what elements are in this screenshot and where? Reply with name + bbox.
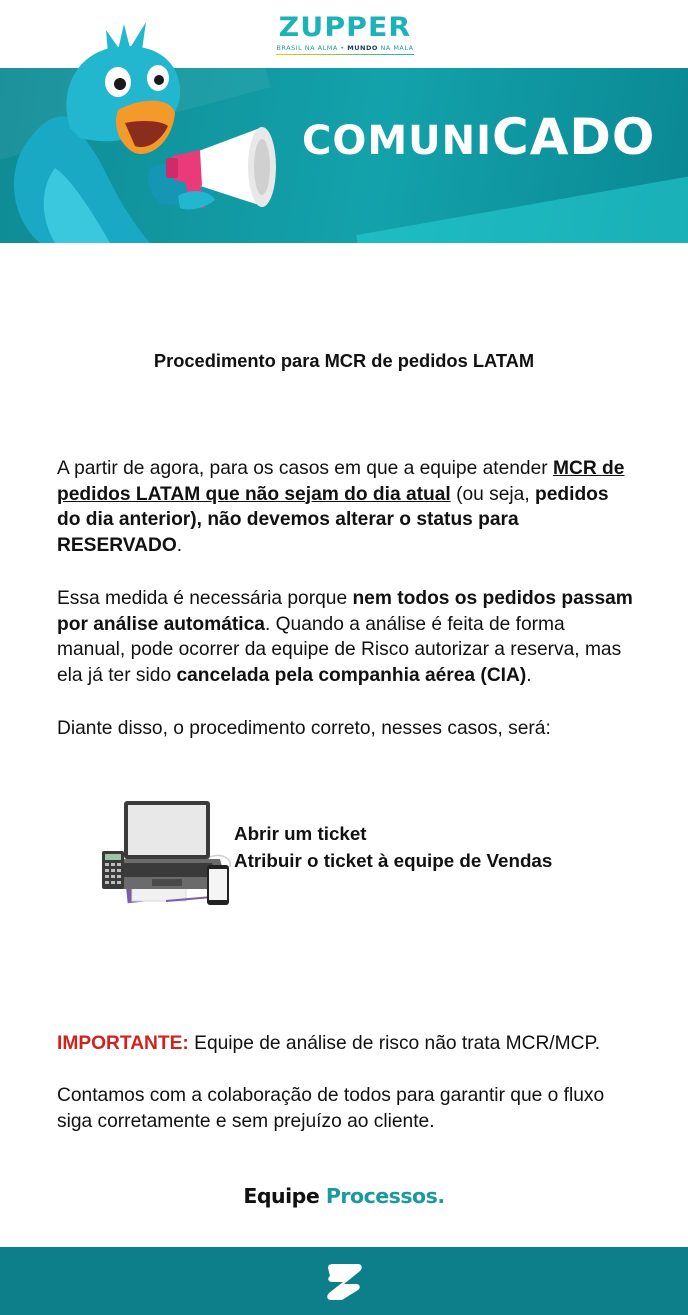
paragraph-closing: Contamos com a colaboração de todos para garantir que o fluxo siga corretamente e sem prejuízo ao cliente. [57,1085,605,1132]
banner-title: COMUNICADO [302,108,656,166]
step-item: Abrir um ticket [234,823,367,844]
banner-decoration-stripe [356,162,688,243]
procedure-steps [234,821,552,874]
document-title: Procedimento para MCR de pedidos LATAM [153,350,535,371]
important-label: IMPORTANTE: [57,1033,189,1054]
zupper-logo [274,14,416,60]
logo-tagline: BRASIL NA ALMA • MUNDO NA MALA [276,44,414,52]
paragraph-reason: Essa medida é necessária porque nem todos os pedidos passam por análise automática. Quando a análise é feita de forma manual, pode ocorrer da equipe de Risco autorizar a reserva, mas ela já ter sido cancelada pela companhia aérea (CIA). [57,588,633,686]
logo-brand: ZUPPER [278,12,412,43]
signature: Equipe Processos. [243,1184,445,1208]
step-item: Atribuir o ticket à equipe de Vendas [234,849,553,871]
paragraph-procedure-intro: Diante disso, o procedimento correto, nesses casos, será: [57,718,551,739]
laptop-calculator-phone-icon [100,797,240,914]
paragraph-intro: A partir de agora, para os casos em que a equipe atender MCR de pedidos LATAM que não sejam do dia atual (ou seja, pedidos do dia anterior), não devemos alterar o status para RESERVADO. [57,458,625,556]
important-notice: IMPORTANTE: Equipe de análise de risco não trata MCR/MCP. [57,1033,601,1054]
mascot-bird-megaphone-icon [0,18,290,248]
footer [0,1247,688,1315]
zupper-z-logo-icon [322,1262,366,1302]
logo-underline [276,54,414,55]
